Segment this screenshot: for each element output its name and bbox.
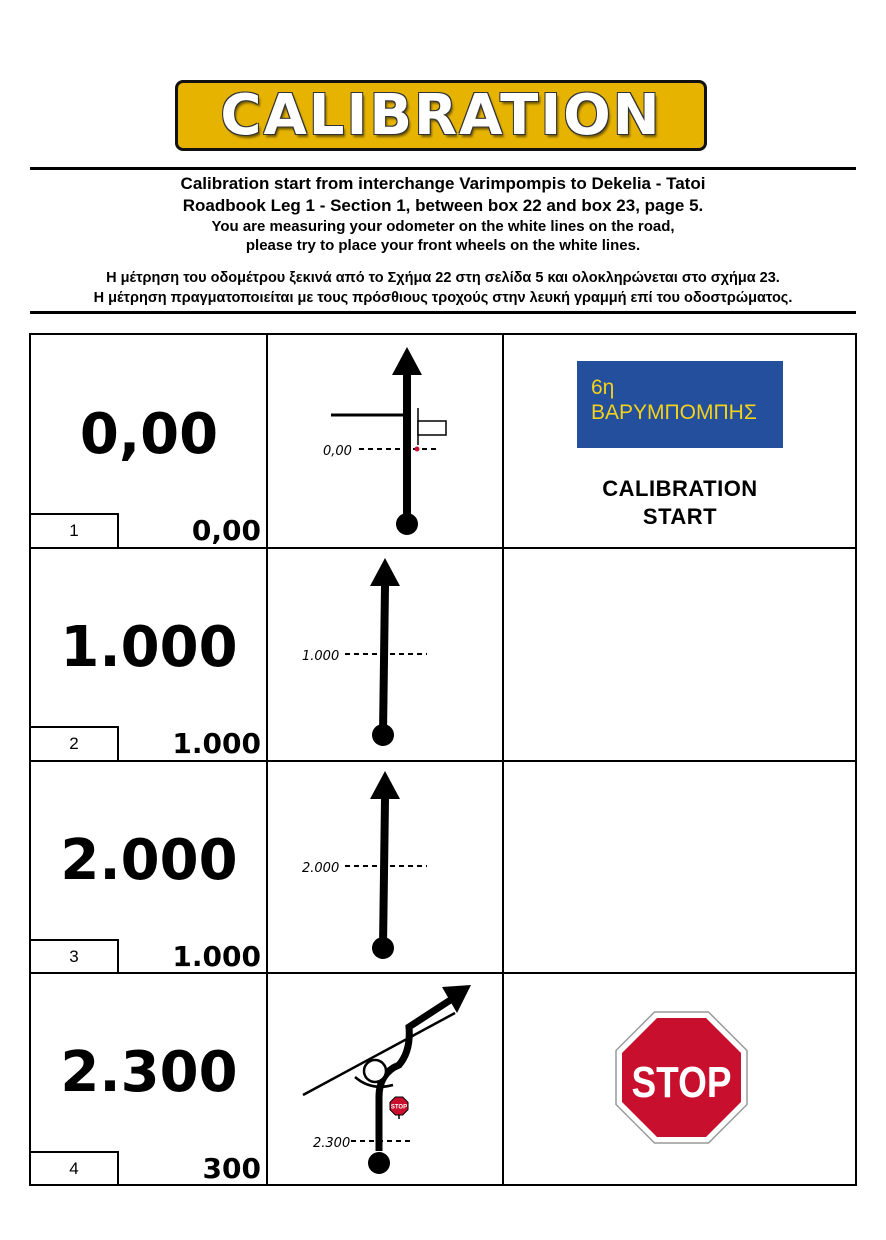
- partial-distance: 0,00: [191, 514, 261, 547]
- tulip-diagram: [267, 335, 503, 547]
- diagram-cell: [267, 335, 503, 547]
- roadbook-grid: [29, 333, 857, 1186]
- roundabout-island: [364, 1060, 386, 1082]
- greek-line-2: Η μέτρηση πραγματοποιείται με τους πρόσθιους τροχούς στην λευκή γραμμή επί του οδοστρώματος.: [93, 290, 793, 306]
- roadbook-row: [31, 761, 855, 973]
- info-cell: [503, 548, 857, 760]
- start-dot: [396, 513, 418, 535]
- bottom-divider: [30, 311, 856, 314]
- greek-line-1: Η μέτρηση του οδομέτρου ξεκινά από το Σχήμα 22 στη σελίδα 5 και ολοκληρώνεται στο σχήμα 23.: [106, 270, 780, 286]
- calibration-label: [503, 475, 857, 531]
- total-distance: 2.000: [60, 828, 238, 893]
- route-line: [383, 586, 385, 734]
- stop-sign: [503, 973, 857, 1185]
- tulip-diagram: [267, 761, 503, 973]
- box-number: 2: [31, 726, 119, 760]
- calibration-label-line-1: CALIBRATION: [602, 476, 758, 501]
- info-cell: [503, 761, 857, 973]
- info-cell: [503, 973, 857, 1185]
- top-divider: [30, 167, 856, 170]
- partial-distance: 300: [202, 1152, 261, 1185]
- box-number: 1: [31, 513, 119, 547]
- start-dot: [372, 724, 394, 746]
- flag-icon: [418, 421, 446, 435]
- route-line: [383, 799, 385, 947]
- diagram-cell: [267, 761, 503, 973]
- distance-cell: [31, 335, 267, 547]
- marker-dot: [415, 447, 420, 452]
- arrow-head: [370, 771, 400, 799]
- greek-text: [30, 268, 856, 308]
- stop-text: STOP: [631, 1058, 732, 1107]
- page-title: CALIBRATION: [220, 82, 662, 148]
- note-line-2: please try to place your front wheels on the white lines.: [245, 237, 641, 254]
- partial-distance: 1.000: [172, 940, 261, 973]
- intro-line-1: Calibration start from interchange Varimpompis to Dekelia - Tatoi: [180, 174, 706, 193]
- diagram-cell: [267, 548, 503, 760]
- intro-text: [30, 173, 856, 255]
- road-sign: [577, 361, 783, 448]
- diagram-distance-label: 0,00: [323, 444, 352, 459]
- sign-line-2: ΒΑΡΥΜΠΟΜΠΗΣ: [591, 401, 757, 424]
- sign-line-1: 6η: [591, 376, 615, 399]
- roadbook-row: [31, 973, 855, 1185]
- distance-cell: [31, 761, 267, 973]
- roadbook-row: [31, 335, 855, 547]
- tulip-diagram: [267, 973, 503, 1185]
- arrow-head: [392, 347, 422, 375]
- total-distance: 0,00: [79, 402, 219, 467]
- start-dot: [372, 937, 394, 959]
- diagram-cell: [267, 973, 503, 1185]
- diagram-distance-label: 2.000: [302, 861, 340, 876]
- intro-line-2: Roadbook Leg 1 - Section 1, between box 22 and box 23, page 5.: [182, 196, 704, 215]
- start-dot: [368, 1152, 390, 1174]
- title-banner: [175, 80, 707, 151]
- info-cell: [503, 335, 857, 547]
- total-distance: 2.300: [60, 1040, 238, 1105]
- note-line-1: You are measuring your odometer on the white lines on the road,: [211, 218, 675, 235]
- box-number: 4: [31, 1151, 119, 1185]
- box-number: 3: [31, 939, 119, 973]
- arrow-head: [370, 558, 400, 586]
- total-distance: 1.000: [60, 615, 238, 680]
- diagram-distance-label: 2.300: [313, 1136, 351, 1151]
- diagram-distance-label: 1.000: [302, 649, 340, 664]
- calibration-label-line-2: START: [642, 504, 718, 529]
- distance-cell: [31, 548, 267, 760]
- small-stop-text: STOP: [390, 1104, 408, 1111]
- distance-cell: [31, 973, 267, 1185]
- tulip-diagram: [267, 548, 503, 760]
- roadbook-row: [31, 548, 855, 760]
- partial-distance: 1.000: [172, 727, 261, 760]
